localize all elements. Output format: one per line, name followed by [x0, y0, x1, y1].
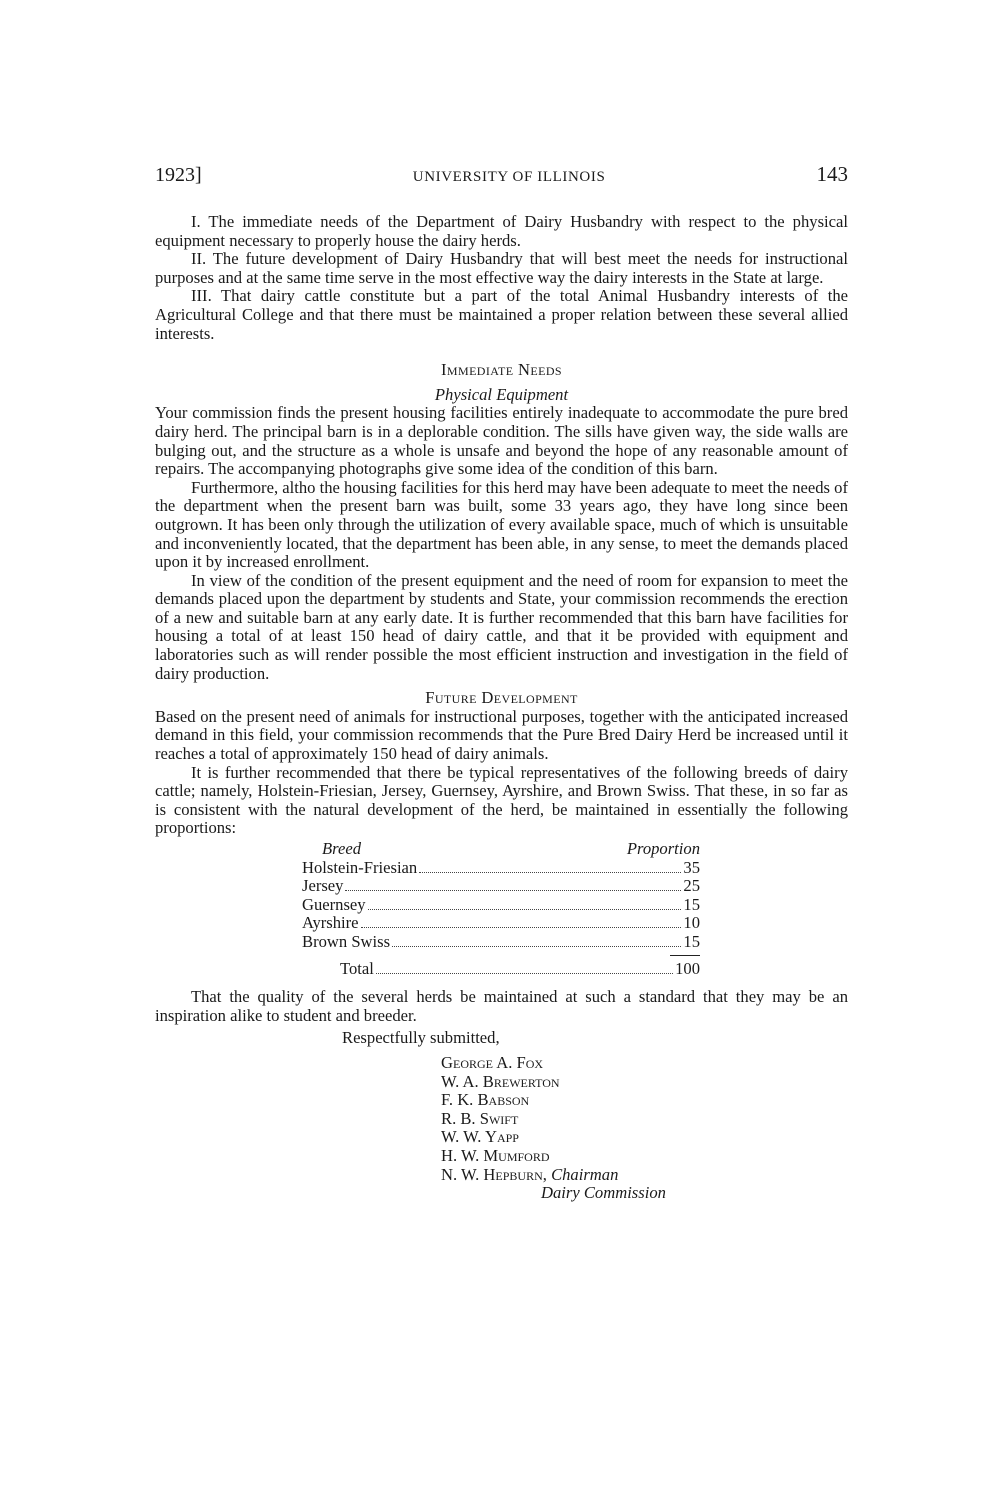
- table-row: [302, 933, 700, 952]
- signer-name: George A. Fox: [441, 1052, 544, 1072]
- total-label: Total: [340, 958, 374, 978]
- breed-proportion-table: [302, 840, 700, 978]
- intro-item-1: I. The immediate needs of the Department of Dairy Husbandry with respect to the physical equipment necessary to properly house the dairy herds.: [155, 212, 848, 250]
- paragraph-housing: Your commission finds the present housing facilities entirely inadequate to accommodate the pure bred dairy herd. The principal barn is in a deplorable condition. The sills have given way, the side walls are bulging out, and the structure as a whole is unsafe and beyond the hope of any reasonable amount of repairs. The accompanying photographs give some idea of the condition of this barn.: [155, 403, 848, 479]
- chairman-line: [441, 1166, 848, 1185]
- column-header-breed: Breed: [322, 839, 362, 858]
- breed-name: Jersey: [302, 876, 344, 896]
- header-year: 1923]: [155, 164, 202, 186]
- header-title: UNIVERSITY OF ILLINOIS: [412, 169, 606, 185]
- intro-item-2: II. The future development of Dairy Husbandry that will best meet the needs for instructional purposes and at the same time serve in the most effective way the dairy interests in the State at large.: [155, 249, 848, 287]
- paragraph-furthermore: Furthermore, altho the housing facilities for this herd may have been adequate to meet the needs of the department when the present barn was built, some 33 years ago, they have long since been outgrown. It has been only through the utilization of every available space, much of which is unsuitable and inconveniently located, that the department has been able, in any sense, to meet the demands placed upon it by increased enrollment.: [155, 477, 848, 572]
- page-number: 143: [816, 162, 848, 186]
- dot-leader: [419, 872, 681, 873]
- breed-proportion: 35: [683, 857, 700, 877]
- chairman-name: N. W. Hepburn,: [441, 1164, 547, 1184]
- dot-leader: [361, 927, 682, 928]
- breed-proportion: 15: [683, 894, 700, 914]
- paragraph-closing: That the quality of the several herds be maintained at such a standard that they may be an inspiration alike to student and breeder.: [155, 987, 848, 1025]
- chairman-role: Chairman: [551, 1164, 619, 1184]
- section-heading-future-development: Future Development: [425, 688, 578, 708]
- intro-item-3: III. That dairy cattle constitute but a part of the total Animal Husbandry interests of the Agricultural College and that there must be maintained a proper relation between these several allied interests.: [155, 286, 848, 343]
- table-total-row: [302, 960, 700, 979]
- dot-leader: [376, 973, 673, 974]
- commission-name: Dairy Commission: [541, 1183, 666, 1203]
- document-page: [155, 162, 848, 1203]
- table-row: [302, 877, 700, 896]
- section-heading-immediate-needs: Immediate Needs: [441, 360, 562, 380]
- breed-proportion: 15: [683, 931, 700, 951]
- signer-name: H. W. Mumford: [441, 1145, 550, 1165]
- dot-leader: [392, 946, 681, 947]
- breed-name: Guernsey: [302, 894, 366, 914]
- dot-leader: [368, 909, 682, 910]
- breed-name: Ayrshire: [302, 913, 359, 933]
- paragraph-herd-size: Based on the present need of animals for instructional purposes, together with the anticipated increased demand in this field, your commission recommends that the Pure Bred Dairy Herd be increased until it reaches a total of approximately 150 head of dairy animals.: [155, 706, 848, 764]
- signer-name: W. W. Yapp: [441, 1127, 519, 1147]
- breed-proportion: 25: [683, 876, 700, 896]
- breed-proportion: 10: [683, 913, 700, 933]
- paragraph-recommendation: In view of the condition of the present equipment and the need of room for expansion to meet the demands placed upon the department by students and State, your commission recommends the erection of a new and suitable barn at any early date. It is further recommended that this barn have facilities for housing a total of at least 150 head of dairy cattle, and that it be provided with equipment and laboratories such as will render possible the most efficient instruction and investigation in the field of dairy production.: [155, 570, 848, 683]
- subheading-physical-equipment: Physical Equipment: [434, 384, 569, 404]
- signoff: Respectfully submitted,: [342, 1028, 500, 1048]
- column-header-proportion: Proportion: [626, 839, 700, 858]
- total-value: 100: [675, 958, 700, 978]
- signer-name: F. K. Babson: [441, 1090, 530, 1110]
- dot-leader: [345, 890, 681, 891]
- breed-name: Holstein-Friesian: [302, 857, 418, 877]
- signer-name: R. B. Swift: [441, 1108, 519, 1128]
- table-row: [302, 896, 700, 915]
- total-rule: [670, 955, 700, 956]
- table-header-row: [302, 840, 700, 859]
- running-header: [155, 162, 848, 187]
- signers-list: [441, 1054, 848, 1203]
- table-row: [302, 914, 700, 933]
- table-row: [302, 859, 700, 878]
- signer-name: W. A. Brewerton: [441, 1071, 560, 1091]
- paragraph-breeds: It is further recommended that there be typical representatives of the following breeds of dairy cattle; namely, Holstein-Friesian, Jersey, Guernsey, Ayrshire, and Brown Swiss. That these, in so far as is consistent with the natural development of the herd, be maintained in essentially the following proportions:: [155, 762, 848, 838]
- breed-name: Brown Swiss: [302, 931, 391, 951]
